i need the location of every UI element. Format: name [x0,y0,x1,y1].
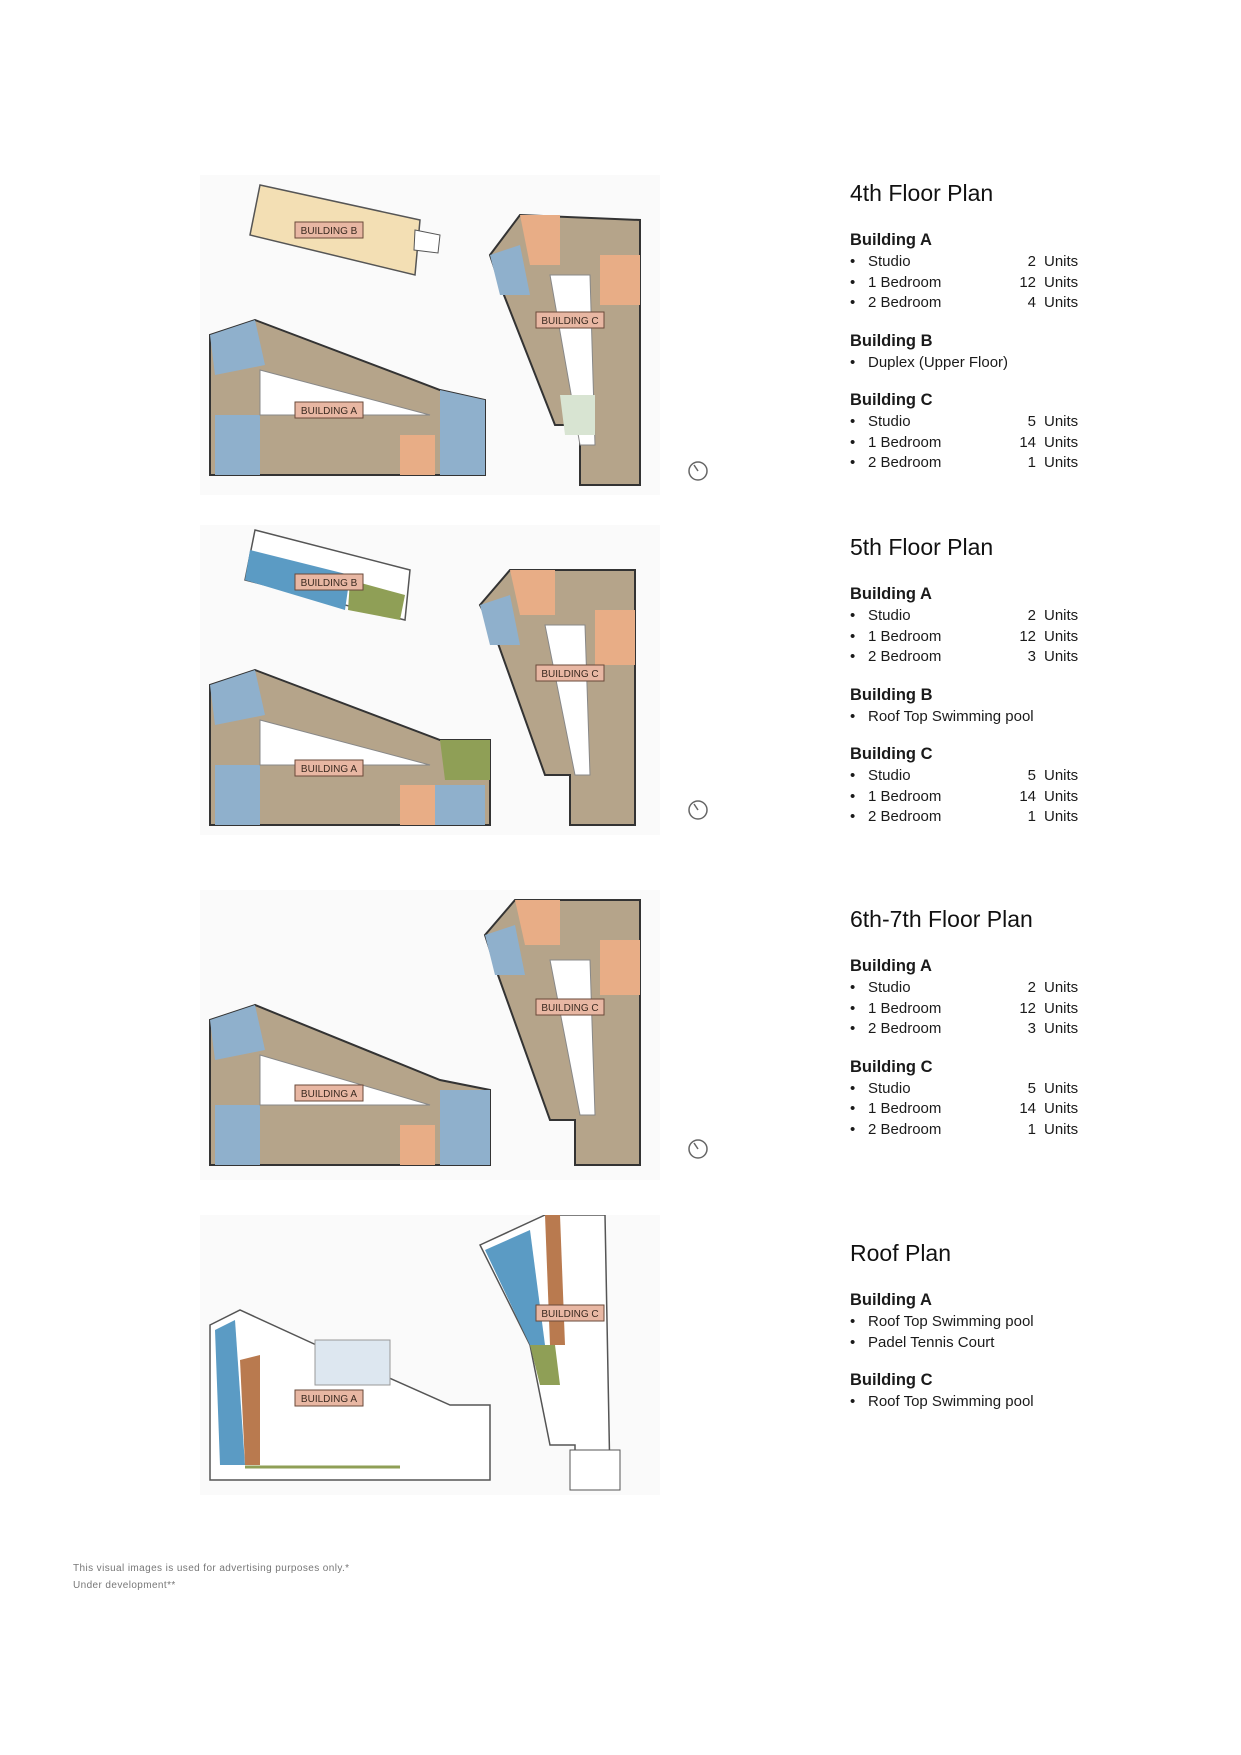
svg-text:BUILDING C: BUILDING C [541,1003,599,1014]
north-compass-icon [689,1140,707,1158]
list-item: • Padel Tennis Court [850,1333,995,1351]
building-a-group [850,1291,1080,1353]
plan-label-building-a [295,402,363,418]
building-heading: Building C [850,745,933,763]
list-item: • Roof Top Swimming pool [850,1393,1034,1410]
footnote-line-1: This visual images is used for advertising purposes only.* [73,1563,350,1574]
svg-text:BUILDING C: BUILDING C [541,669,599,680]
section-5th-floor [850,534,1080,846]
svg-text:BUILDING A: BUILDING A [300,1394,358,1405]
building-c-group [850,745,1080,828]
building-heading: Building A [850,1291,932,1309]
list-item: • Studio 5 Units [850,413,1079,430]
list-item: • 2 Bedroom 1 Units [850,454,1079,471]
section-4th-floor [850,180,1080,492]
building-heading: Building B [850,331,933,350]
building-b-group [850,686,1080,728]
building-c-group [850,391,1080,474]
svg-text:BUILDING A: BUILDING A [300,406,358,417]
plan-label-building-c [536,665,604,681]
svg-text:BUILDING A: BUILDING A [300,764,358,775]
building-b-group [850,332,1080,374]
building-heading: Building A [850,957,932,975]
floor-plan-5th [200,525,720,835]
list-item: • Studio 2 Units [850,607,1079,624]
building-heading: Building C [850,1057,933,1076]
svg-text:BUILDING C: BUILDING C [541,1309,599,1320]
list-item: • 1 Bedroom 12 Units [850,627,1079,645]
building-a-group [850,957,1080,1040]
list-item: • Roof Top Swimming pool [850,707,1034,725]
plan-label-building-c [536,1305,604,1321]
section-title: 5th Floor Plan [850,534,994,560]
building-heading: Building C [850,1371,933,1389]
plan-label-building-a [295,760,363,776]
section-title: 4th Floor Plan [850,180,994,206]
list-item: • Studio 5 Units [850,767,1079,784]
floor-plan-6th-7th [200,890,720,1180]
plan-label-building-b [295,574,363,590]
north-compass-icon [689,462,707,480]
list-item: • Studio 2 Units [850,979,1079,996]
list-item: • 2 Bedroom 3 Units [850,1020,1079,1037]
list-item: • 1 Bedroom 12 Units [850,273,1079,291]
north-compass-icon [689,801,707,819]
list-item: • 1 Bedroom 14 Units [850,1100,1079,1117]
list-item: • Duplex (Upper Floor) [850,353,1009,371]
section-title: 6th-7th Floor Plan [850,906,1033,932]
building-heading: Building A [850,231,932,249]
svg-text:BUILDING C: BUILDING C [541,316,599,327]
svg-text:BUILDING B: BUILDING B [300,226,358,237]
list-item: • 1 Bedroom 14 Units [850,433,1079,451]
list-item: • 1 Bedroom 14 Units [850,787,1079,805]
section-6th-7th-floor [850,906,1080,1158]
footnote-line-2: Under development** [73,1580,176,1591]
section-title: Roof Plan [850,1240,952,1266]
plan-label-building-a [295,1085,363,1101]
svg-text:BUILDING A: BUILDING A [300,1089,358,1100]
plan-label-building-b [295,222,363,238]
plan-label-building-c [536,999,604,1015]
building-a-group [850,231,1080,314]
building-heading: Building C [850,391,933,409]
list-item: • 2 Bedroom 3 Units [850,648,1079,665]
building-c-group [850,1058,1080,1141]
roof-plan [200,1215,720,1495]
plan-label-building-c [536,312,604,328]
list-item: • 2 Bedroom 1 Units [850,808,1079,825]
list-item: • 2 Bedroom 1 Units [850,1120,1079,1138]
list-item: • Studio 2 Units [850,253,1079,270]
plan-label-building-a [295,1390,363,1406]
section-roof [850,1240,1080,1431]
floor-plan-4th [200,175,720,495]
building-c-group [850,1371,1080,1413]
building-a-group [850,585,1080,668]
list-item: • 1 Bedroom 12 Units [850,999,1079,1017]
building-heading: Building A [850,585,932,603]
building-heading: Building B [850,685,933,704]
list-item: • Roof Top Swimming pool [850,1313,1034,1330]
svg-text:BUILDING B: BUILDING B [300,578,358,589]
list-item: • 2 Bedroom 4 Units [850,294,1079,311]
list-item: • Studio 5 Units [850,1079,1079,1097]
